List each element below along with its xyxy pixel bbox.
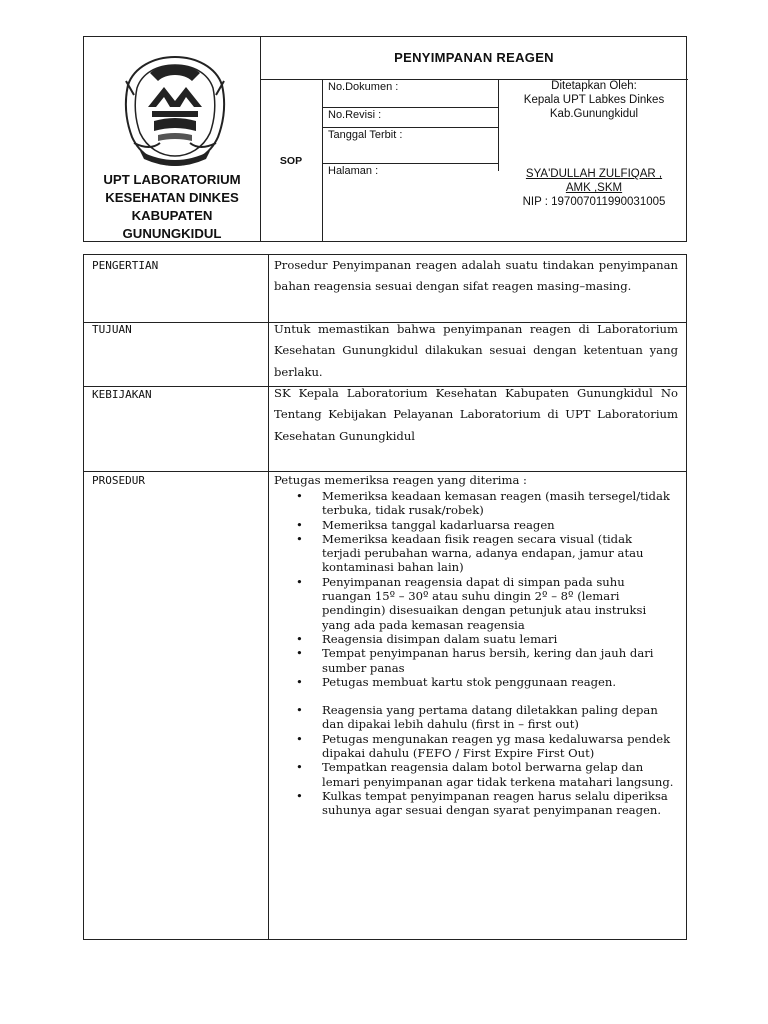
list-item: • Reagensia yang pertama datang diletakkan paling depan dan dipakai lebih dahulu (first in – first out): [274, 703, 674, 732]
institution-name: [84, 171, 260, 243]
list-item: • Tempatkan reagensia dalam botol berwarna gelap dan lemari penyimpanan agar tidak terkena matahari langsung.: [274, 760, 674, 789]
divider: [268, 255, 269, 939]
document-title: PENYIMPANAN REAGEN: [394, 50, 554, 65]
pengertian-label: PENGERTIAN: [92, 259, 159, 272]
divider: [322, 127, 498, 128]
ditetapkan-line: Kab.Gunungkidul: [549, 108, 639, 120]
kebijakan-label: KEBIJAKAN: [92, 388, 152, 401]
prosedur-label: PROSEDUR: [92, 474, 145, 487]
ditetapkan-line: Ditetapkan Oleh:: [551, 80, 637, 92]
no-revisi-field: No.Revisi :: [328, 109, 382, 121]
list-item: • Memeriksa tanggal kadarluarsa reagen: [274, 518, 674, 532]
kebijakan-text: SK Kepala Laboratorium Kesehatan Kabupaten Gunungkidul No Tentang Kebijakan Pelayanan Laboratorium di UPT Laboratorium Kesehatan Gunungkidul: [274, 386, 678, 443]
institution-line: KABUPATEN: [131, 208, 213, 223]
divider: [322, 79, 323, 241]
halaman-field: Halaman :: [328, 165, 379, 177]
ditetapkan-block: [500, 79, 688, 121]
tanggal-terbit-field: Tanggal Terbit :: [328, 129, 403, 141]
ditetapkan-line: Kepala UPT Labkes Dinkes: [523, 94, 665, 106]
gunungkidul-emblem-logo: [120, 51, 230, 169]
tujuan-label: TUJUAN: [92, 323, 132, 336]
prosedur-list: [274, 489, 674, 818]
signatory-nip: NIP : 197007011990031005: [522, 196, 666, 208]
tujuan-text: Untuk memastikan bahwa penyimpanan reagen di Laboratorium Kesehatan Gunungkidul dilakukan sesuai dengan ketentuan yang berlaku.: [274, 322, 678, 379]
list-item: • Petugas mengunakan reagen yg masa kedaluwarsa pendek dipakai dahulu (FEFO / First Expire First Out): [274, 732, 674, 761]
pengertian-text: Prosedur Penyimpanan reagen adalah suatu tindakan penyimpanan bahan reagensia sesuai dengan sifat reagen masing–masing.: [274, 258, 678, 294]
institution-line: KESEHATAN DINKES: [105, 190, 239, 205]
list-item: • Kulkas tempat penyimpanan reagen harus selalu diperiksa suhunya agar sesuai dengan syarat penyimpanan reagen.: [274, 789, 674, 818]
no-dokumen-field: No.Dokumen :: [328, 81, 399, 93]
divider: [498, 79, 499, 171]
list-item: • Memeriksa keadaan fisik reagen secara visual (tidak terjadi perubahan warna, adanya endapan, jamur atau kontaminasi bahan lain): [274, 532, 674, 575]
sop-content-table: [83, 254, 687, 940]
list-item: • Tempat penyimpanan harus bersih, kering dan jauh dari sumber panas: [274, 646, 674, 675]
prosedur-intro: Petugas memeriksa reagen yang diterima :: [274, 473, 527, 487]
list-item: • Penyimpanan reagensia dapat di simpan pada suhu ruangan 15º – 30º atau suhu dingin 2º – 8º (lemari pendingin) disesuaikan dengan petunjuk atau instruksi yang ada pada kemasan reagensia: [274, 575, 674, 632]
signatory-block: [500, 167, 688, 209]
signatory-name: SYA'DULLAH ZULFIQAR ,: [525, 168, 663, 180]
list-item: • Memeriksa keadaan kemasan reagen (masih tersegel/tidak terbuka, tidak rusak/robek): [274, 489, 674, 518]
institution-line: GUNUNGKIDUL: [122, 226, 222, 241]
list-item: • Petugas membuat kartu stok penggunaan reagen.: [274, 675, 674, 689]
divider: [322, 163, 498, 164]
institution-line: UPT LABORATORIUM: [103, 172, 241, 187]
sop-label: SOP: [279, 155, 303, 167]
list-item: • Reagensia disimpan dalam suatu lemari: [274, 632, 674, 646]
divider: [322, 107, 498, 108]
signatory-title: AMK ,SKM: [565, 182, 623, 194]
sop-header-table: [83, 36, 687, 242]
divider: [84, 471, 686, 472]
